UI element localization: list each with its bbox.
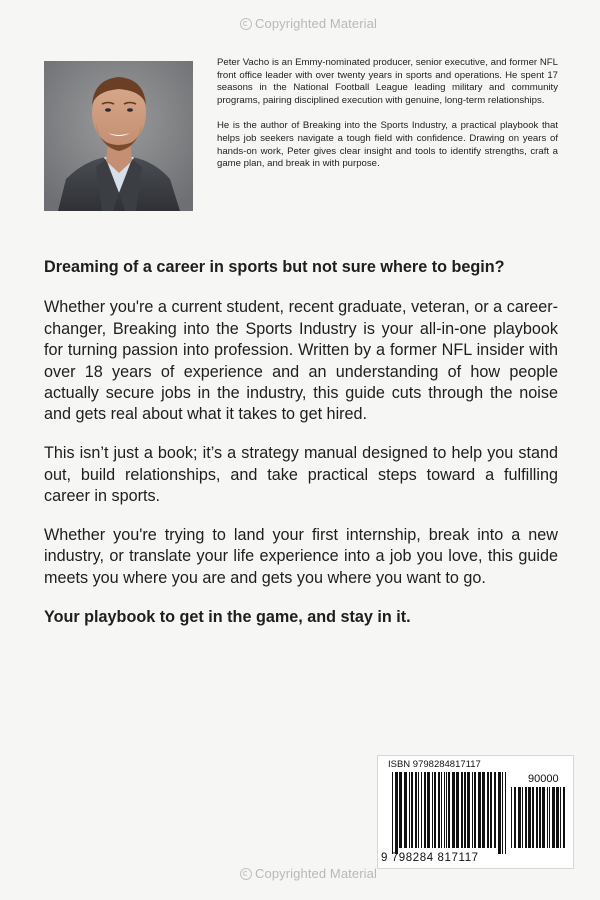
barcode-bar bbox=[411, 772, 413, 848]
barcode-bar bbox=[399, 772, 402, 848]
barcode-bar bbox=[441, 772, 442, 848]
barcode-bar bbox=[505, 772, 506, 854]
copyright-watermark-bottom bbox=[240, 866, 377, 881]
description-paragraph: This isn’t just a book; it’s a strategy manual designed to help you stand out, build relationships, and take practical steps toward a fulfilling career in sports. bbox=[44, 444, 558, 506]
barcode-bar bbox=[472, 772, 473, 848]
barcode-bar bbox=[522, 787, 523, 848]
barcode-bar bbox=[434, 772, 436, 848]
barcode-bar bbox=[547, 787, 548, 848]
barcode-bar bbox=[421, 772, 422, 848]
barcode-bar bbox=[542, 787, 545, 848]
barcode-bar bbox=[518, 787, 521, 848]
price-code: 90000 bbox=[528, 773, 559, 785]
barcode-bar bbox=[563, 787, 565, 848]
barcode-bar bbox=[525, 787, 527, 848]
barcode-bar bbox=[549, 787, 550, 848]
barcode-bar bbox=[456, 772, 459, 848]
author-bio-paragraph: He is the author of Breaking into the Sports Industry, a practical playbook that helps job seekers navigate a tough field with confidence. Drawing on years of hands-on work, Peter gives clear insight and tools to identify strengths, craft a game plan, and break in with purpose. bbox=[217, 120, 558, 170]
barcode-bar bbox=[474, 772, 476, 848]
barcode-bar bbox=[536, 787, 538, 848]
barcode-bar bbox=[438, 772, 440, 848]
barcode-bar bbox=[395, 772, 398, 854]
barcode-bar bbox=[514, 787, 516, 848]
barcode-bar bbox=[528, 787, 531, 848]
barcode-bar bbox=[494, 772, 496, 848]
copyright-watermark-top bbox=[240, 16, 377, 31]
author-bio-paragraph: Peter Vacho is an Emmy-nominated producer, senior executive, and former NFL front office leader with over twenty years in sports and operations. He spent 17 seasons in the National Football League leading military and community programs, pairing disciplined execution with genuine, long-term relationships. bbox=[217, 57, 558, 106]
description-paragraph: Whether you're a current student, recent graduate, veteran, or a career-changer, Breaking into the Sports Industry is your all-in-one playbook for turning passion into profession. Written by a former NFL insider with over 18 years of experience and an understanding of how people actually secure jobs in the industry, this guide cuts through the noise and gets real about what it takes to get hired. bbox=[44, 298, 558, 424]
barcode-bar bbox=[415, 772, 417, 848]
barcode-bar bbox=[464, 772, 466, 848]
description-paragraph: Whether you're trying to land your first internship, break into a new industry, or translate your life experience into a job you love, this guide meets you where you are and gets you where you want to go. bbox=[44, 526, 558, 587]
barcode-bar bbox=[490, 772, 492, 848]
barcode-bar bbox=[487, 772, 489, 848]
barcode-bar bbox=[556, 787, 559, 848]
barcode-bar bbox=[432, 772, 433, 848]
barcode-bar bbox=[409, 772, 410, 848]
barcode-bar bbox=[427, 772, 430, 848]
barcode-bar bbox=[418, 772, 419, 848]
ean-digits: 9 798284 817117 bbox=[381, 852, 479, 864]
barcode-bar bbox=[448, 772, 450, 848]
barcode-bar bbox=[444, 772, 445, 848]
barcode-bar bbox=[404, 772, 407, 848]
barcode-bar bbox=[560, 787, 561, 848]
isbn-barcode bbox=[377, 755, 574, 869]
ean-barcode-bars bbox=[392, 772, 508, 854]
barcode-bar bbox=[482, 772, 485, 848]
barcode-bar bbox=[502, 772, 503, 854]
barcode-bar bbox=[532, 787, 534, 848]
barcode-bar bbox=[424, 772, 426, 848]
barcode-bar bbox=[446, 772, 447, 848]
author-photo bbox=[44, 61, 193, 211]
barcode-bar bbox=[498, 772, 501, 854]
barcode-bar bbox=[552, 787, 555, 848]
book-description bbox=[44, 257, 558, 646]
barcode-bar bbox=[511, 787, 512, 848]
author-bio bbox=[217, 57, 558, 184]
description-headline: Dreaming of a career in sports but not sure where to begin? bbox=[44, 258, 505, 276]
watermark-text: Copyrighted Material bbox=[255, 866, 377, 881]
barcode-bar bbox=[539, 787, 541, 848]
barcode-bar bbox=[467, 772, 470, 848]
barcode-bar bbox=[461, 772, 463, 848]
description-tagline: Your playbook to get in the game, and stay in it. bbox=[44, 607, 411, 626]
barcode-bar bbox=[392, 772, 393, 854]
barcode-bar bbox=[478, 772, 481, 848]
watermark-text: Copyrighted Material bbox=[255, 16, 377, 31]
isbn-label: ISBN 9798284817117 bbox=[388, 759, 481, 770]
copyright-icon bbox=[240, 868, 252, 880]
barcode-bar bbox=[452, 772, 455, 848]
addon-barcode-bars bbox=[511, 787, 567, 854]
copyright-icon bbox=[240, 18, 252, 30]
